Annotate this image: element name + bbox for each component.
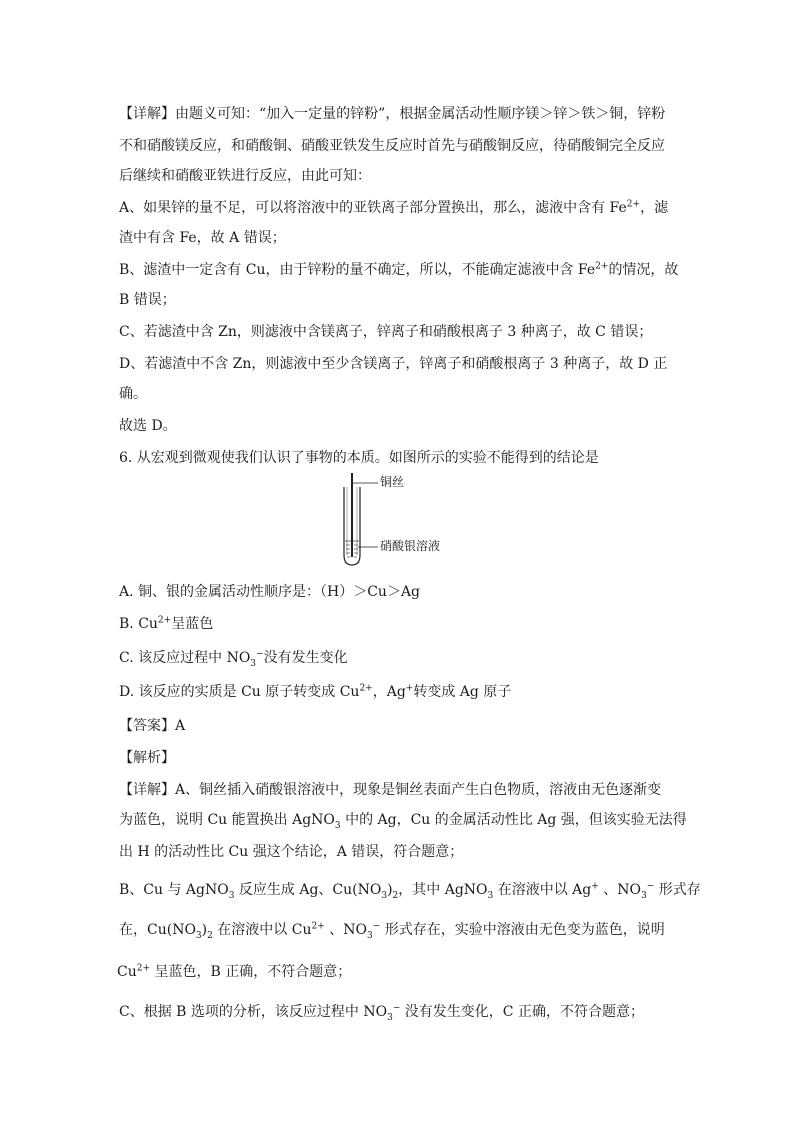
option-c-seg: − <box>256 649 264 660</box>
q6-detail-b-1-seg: 在溶液中以 Ag <box>493 882 592 898</box>
q6-detail-a-2 <box>119 810 687 831</box>
option-c-seg: C. 该反应过程中 NO <box>119 650 251 666</box>
q6-detail-b-1-seg: + <box>591 881 599 892</box>
analysis-b-1-seg: 的情况，故 <box>608 262 679 278</box>
analysis-b-1-seg: 2+ <box>595 261 609 272</box>
analysis-d-1-seg: D、若滤渣中不含 Zn，则滤液中至少含镁离子，锌离子和硝酸根离子 3 种离子，故 D 正 <box>119 356 668 372</box>
q6-detail-a-3-seg: 出 H 的活动性比 Cu 强这个结论，A 错误，符合题意； <box>119 844 464 860</box>
q6-detail-b-3-seg: Cu <box>117 964 137 980</box>
option-d <box>119 682 679 702</box>
q6-detail-a-3 <box>119 842 679 862</box>
option-a <box>119 582 679 602</box>
detail-intro-2 <box>119 136 679 156</box>
option-c-seg: 没有发生变化 <box>263 650 348 666</box>
option-d-seg: D. 该反应的实质是 Cu 原子转变成 Cu <box>119 684 360 700</box>
q6-detail-b-2 <box>119 920 679 940</box>
q6-detail-a-1-seg: 【详解】A、铜丝插入硝酸银溶液中，现象是铜丝表面产生白色物质，溶液由无色逐渐变 <box>119 782 662 798</box>
q6-detail-b-1-seg: ，其中 AgNO <box>398 882 488 898</box>
analysis-c-seg: C、若滤渣中含 Zn，则滤液中含镁离子，锌离子和硝酸根离子 3 种离子，故 C 错误； <box>119 324 653 340</box>
q6-detail-b-1-seg: − <box>646 881 655 892</box>
analysis-d-1 <box>119 354 679 374</box>
q6-detail-c <box>119 1002 679 1022</box>
choice-d <box>119 416 679 436</box>
q6-detail-b-1-seg: 3 <box>487 890 494 901</box>
analysis-b-2 <box>119 290 679 310</box>
q6-detail-c-seg: 3 <box>387 1012 393 1023</box>
solution-label: 硝酸银溶液 <box>380 539 441 553</box>
choice-d-seg: 故选 D。 <box>119 418 177 434</box>
q6-detail-b-1-seg: 3 <box>381 890 388 901</box>
q6-detail-b-1 <box>119 880 701 901</box>
q6-detail-c-seg: 没有发生变化，C 正确，不符合题意； <box>400 1004 644 1020</box>
analysis-a-2-seg: 渣中有含 Fe，故 A 错误； <box>119 230 286 246</box>
detail-intro-2-seg: 不和硝酸镁反应，和硝酸铜、硝酸亚铁发生反应时首先与硝酸铜反应，待硝酸铜完全反应 <box>119 138 665 154</box>
q6-detail-b-3 <box>117 962 677 982</box>
q6-detail-c-seg: − <box>392 1003 401 1014</box>
detail-intro-1 <box>119 104 679 124</box>
q6-detail-b-2-seg: 2+ <box>311 921 325 932</box>
q6-detail-b-3-seg: 2+ <box>136 963 151 974</box>
q6-detail-c-seg: C、根据 B 选项的分析，该反应过程中 NO <box>119 1004 388 1020</box>
analysis-heading-seg: 【解析】 <box>119 750 175 766</box>
option-b <box>119 614 679 634</box>
q6-detail-b-2-seg: 2 <box>207 930 213 941</box>
analysis-a-1-seg: A、如果锌的量不足，可以将溶液中的亚铁离子部分置换出，那么，滤液中含有 Fe <box>119 200 627 216</box>
detail-intro-1-seg: 【详解】由题义可知：“加入一定量的锌粉”，根据金属活动性顺序镁＞锌＞铁＞铜，锌粉 <box>119 106 666 122</box>
analysis-heading <box>119 748 679 768</box>
q6-detail-b-2-seg: 形式存在，实验中溶液由无色变为蓝色，说明 <box>380 922 665 938</box>
option-d-seg: 转变成 Ag 原子 <box>413 684 512 700</box>
option-b-seg: 呈蓝色 <box>171 616 214 632</box>
option-b-seg: B. Cu <box>119 616 158 632</box>
analysis-b-2-seg: B 错误； <box>119 292 176 308</box>
q6-detail-b-2-seg: 、NO <box>324 922 367 938</box>
option-d-seg: + <box>405 683 414 694</box>
q6-detail-a-1 <box>119 780 679 800</box>
q6-detail-a-2-seg: 3 <box>334 820 341 831</box>
analysis-b-1-seg: B、滤渣中一定含有 Cu，由于锌粉的量不确定，所以，不能确定滤液中含 Fe <box>119 262 596 278</box>
answer <box>119 716 679 736</box>
analysis-b-1 <box>119 260 679 280</box>
q6-detail-b-2-seg: 3 <box>366 930 373 941</box>
analysis-a-2 <box>119 228 679 248</box>
q6-detail-b-2-seg: 在，Cu(NO <box>119 922 196 938</box>
answer-seg: 【答案】A <box>119 718 186 734</box>
question-6-stem-seg: 6. 从宏观到微观使我们认识了事物的本质。如图所示的实验不能得到的结论是 <box>119 450 599 466</box>
analysis-a-1-seg: ，滤 <box>640 200 669 216</box>
q6-detail-b-2-seg: − <box>372 921 381 932</box>
question-6-stem <box>119 448 679 468</box>
analysis-a-1-seg: 2+ <box>626 199 641 210</box>
option-d-seg: 2+ <box>359 683 373 694</box>
q6-detail-b-2-seg: 3 <box>195 930 202 941</box>
analysis-d-2-seg: 确。 <box>119 386 147 402</box>
q6-detail-b-2-seg: 在溶液中以 Cu <box>212 922 312 938</box>
option-d-seg: ，Ag <box>372 684 406 700</box>
q6-detail-b-1-seg: ) <box>387 882 393 898</box>
q6-detail-a-2-seg: 为蓝色，说明 Cu 能置换出 AgNO <box>119 812 335 828</box>
q6-detail-b-1-seg: 3 <box>640 890 647 901</box>
detail-intro-3 <box>119 166 679 186</box>
option-c-seg: 3 <box>250 658 257 669</box>
q6-detail-b-1-seg: 、NO <box>598 882 641 898</box>
q6-detail-b-1-seg: B、Cu 与 AgNO <box>119 882 229 898</box>
option-a-seg: A. 铜、银的金属活动性顺序是：（H）＞Cu＞Ag <box>119 584 421 600</box>
analysis-d-2 <box>119 384 679 404</box>
q6-detail-b-3-seg: 呈蓝色，B 正确，不符合题意； <box>150 964 352 980</box>
q6-detail-a-2-seg: 中的 Ag，Cu 的金属活动性比 Ag 强，但该实验无法得 <box>340 812 687 828</box>
detail-intro-3-seg: 后继续和硝酸亚铁进行反应，由此可知： <box>119 168 371 184</box>
q6-detail-b-2-seg: ) <box>201 922 208 938</box>
option-b-seg: 2+ <box>157 615 172 626</box>
test-tube-figure <box>338 471 468 567</box>
q6-detail-b-1-seg: 反应生成 Ag、Cu(NO <box>234 882 382 898</box>
analysis-a-1 <box>119 198 679 218</box>
option-c <box>119 648 679 668</box>
q6-detail-b-1-seg: 2 <box>392 890 399 901</box>
wire-label: 铜丝 <box>380 475 405 489</box>
q6-detail-b-1-seg: 3 <box>228 890 235 901</box>
analysis-c <box>119 322 679 342</box>
q6-detail-b-1-seg: 形式存 <box>654 882 701 898</box>
